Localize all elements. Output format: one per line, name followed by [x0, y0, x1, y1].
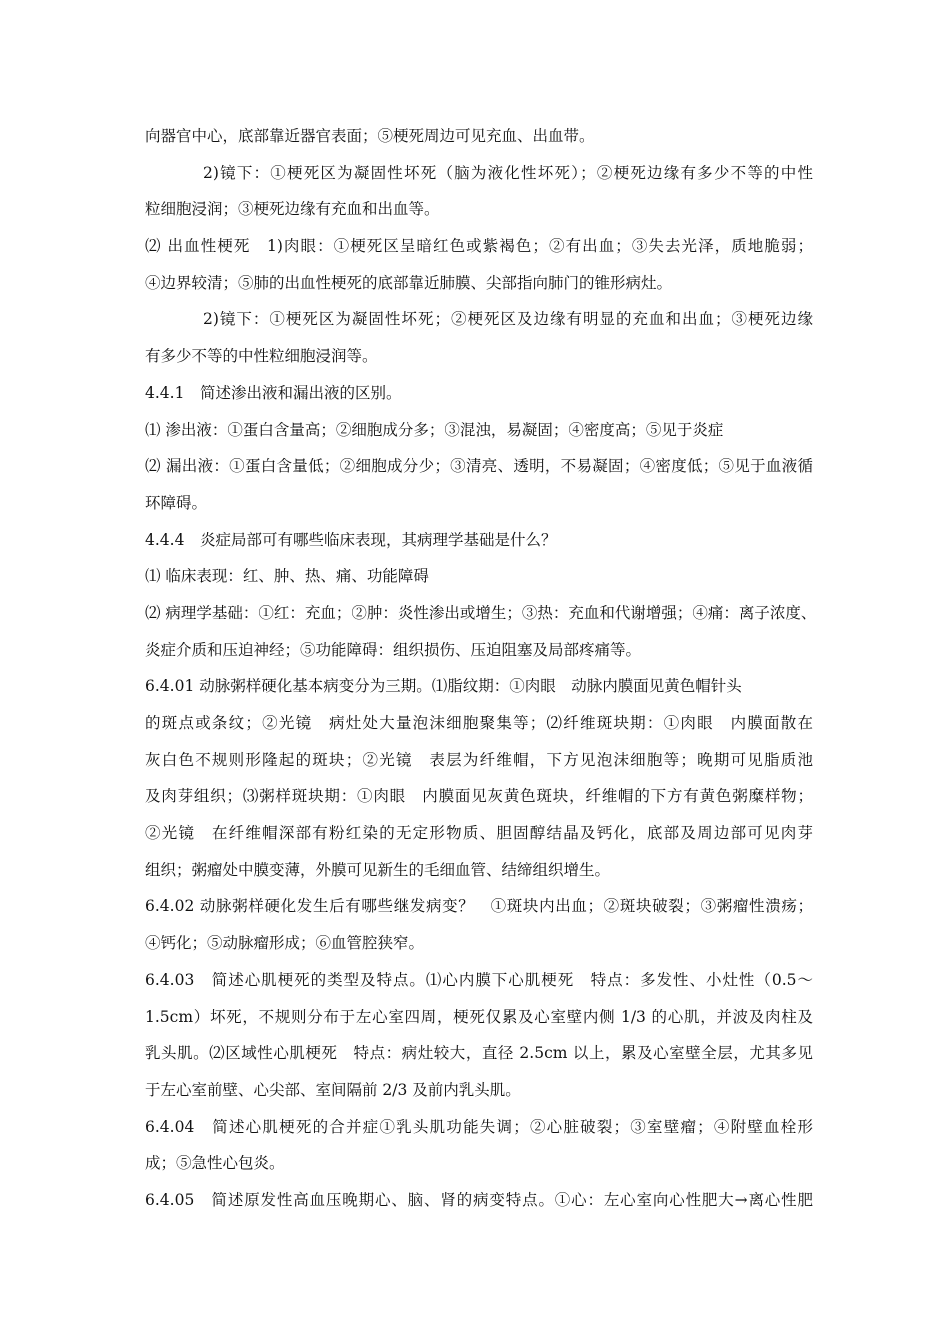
text-line: ②光镜 在纤维帽深部有粉红染的无定形物质、胆固醇结晶及钙化，底部及周边部可见肉芽	[145, 824, 813, 843]
text-line: 及肉芽组织；⑶粥样斑块期：①肉眼 内膜面见灰黄色斑块，纤维帽的下方有黄色粥糜样物；	[145, 787, 813, 806]
text-line: ⑵ 病理学基础：①红：充血；②肿：炎性渗出或增生；③热：充血和代谢增强；④痛：离子浓度、	[145, 603, 817, 622]
text-line: ⑴ 临床表现：红、肿、热、痛、功能障碍	[145, 567, 429, 586]
text-line: 2)镜下：①梗死区为凝固性坏死（脑为液化性坏死）；②梗死边缘有多少不等的中性	[203, 163, 813, 182]
text-line: 向器官中心，底部靠近器官表面；⑤梗死周边可见充血、出血带。	[145, 127, 595, 145]
text-line: 灰白色不规则形隆起的斑块；②光镜 表层为纤维帽，下方见泡沫细胞等；晚期可见脂质池	[145, 750, 813, 769]
text-line: 1.5cm）坏死，不规则分布于左心室四周，梗死仅累及心室壁内侧 1/3 的心肌，并波及肉柱及	[145, 1007, 813, 1026]
text-line: 乳头肌。⑵区域性心肌梗死 特点：病灶较大，直径 2.5cm 以上，累及心室壁全层，尤其多见	[145, 1044, 813, 1063]
text-line: 成；⑤急性心包炎。	[145, 1154, 285, 1173]
text-line: 于左心室前壁、心尖部、室间隔前 2/3 及前内乳头肌。	[145, 1080, 521, 1099]
text-line: 6.4.02 动脉粥样硬化发生后有哪些继发病变？ ①斑块内出血；②斑块破裂；③粥瘤性溃疡；	[145, 897, 813, 916]
text-line: 炎症介质和压迫神经；⑤功能障碍：组织损伤、压迫阻塞及局部疼痛等。	[145, 640, 642, 659]
text-line: ④钙化；⑤动脉瘤形成；⑥血管腔狭窄。	[145, 934, 425, 953]
text-line: 6.4.04 简述心肌梗死的合并症①乳头肌功能失调；②心脏破裂；③室壁瘤；④附壁血栓形	[145, 1117, 813, 1136]
document-body	[145, 118, 817, 1219]
text-line: 6.4.01 动脉粥样硬化基本病变分为三期。⑴脂纹期：①肉眼 动脉内膜面见黄色帽针头	[145, 677, 742, 696]
text-line: 4.4.4 炎症局部可有哪些临床表现，其病理学基础是什么？	[145, 530, 557, 549]
text-line: 环障碍。	[145, 493, 208, 512]
text-line: 有多少不等的中性粒细胞浸润等。	[145, 347, 378, 366]
text-line: 粒细胞浸润；③梗死边缘有充血和出血等。	[145, 200, 440, 219]
text-line: 组织；粥瘤处中膜变薄，外膜可见新生的毛细血管、结缔组织增生。	[145, 860, 611, 879]
text-line: ④边界较清；⑤肺的出血性梗死的底部靠近肺膜、尖部指向肺门的锥形病灶。	[145, 273, 673, 292]
text-line: 6.4.05 简述原发性高血压晚期心、脑、肾的病变特点。①心：左心室向心性肥大→离心性肥	[145, 1190, 813, 1209]
text-line: 的斑点或条纹；②光镜 病灶处大量泡沫细胞聚集等；⑵纤维斑块期：①肉眼 内膜面散在	[145, 714, 813, 732]
text-line: 6.4.03 简述心肌梗死的类型及特点。⑴心内膜下心肌梗死 特点：多发性、小灶性（0.5～	[145, 970, 813, 989]
text-line: ⑵ 出血性梗死 1)肉眼：①梗死区呈暗红色或紫褐色；②有出血；③失去光泽，质地脆弱；	[145, 237, 813, 256]
text-line: ⑴ 渗出液：①蛋白含量高；②细胞成分多；③混浊，易凝固；④密度高；⑤见于炎症	[145, 420, 724, 439]
text-line: 2)镜下：①梗死区为凝固性坏死；②梗死区及边缘有明显的充血和出血；③梗死边缘	[203, 310, 813, 329]
text-line: 4.4.1 简述渗出液和漏出液的区别。	[145, 383, 402, 402]
text-line: ⑵ 漏出液：①蛋白含量低；②细胞成分少；③清亮、透明，不易凝固；④密度低；⑤见于血液循	[145, 457, 813, 476]
